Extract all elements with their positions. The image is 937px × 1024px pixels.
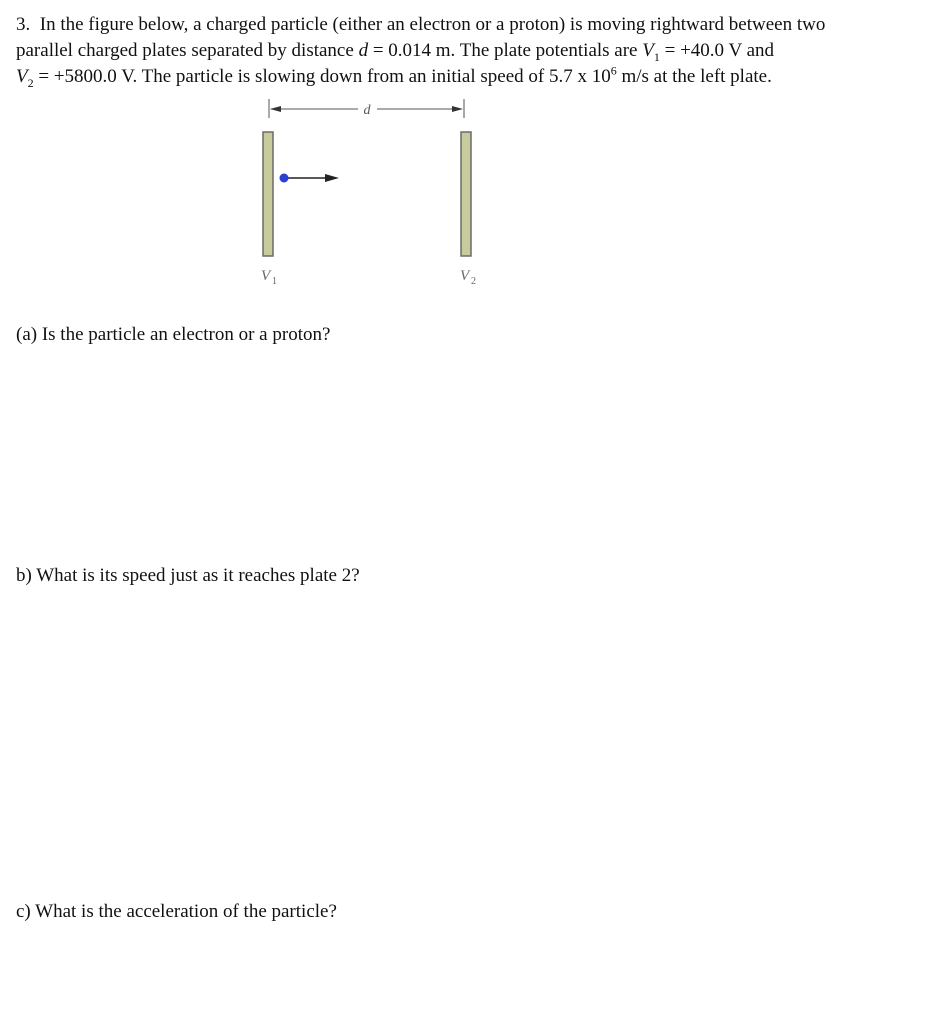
distance-dimension <box>269 99 464 118</box>
problem-line-3: $V_2 = +5800.0$ V. The particle is slowing down from an initial speed of 5.7 x $10^6$ m/s at the left plate. <box>16 63 772 90</box>
problem-line-2: parallel charged plates separated by distance d = 0.014 m. The plate potentials are $V_1 = +40.0$ V and <box>16 40 775 64</box>
problem-number: 3. <box>16 14 31 35</box>
question-b: b) What is its speed just as it reaches plate 2? <box>16 565 360 586</box>
distance-symbol: d <box>358 40 369 61</box>
problem-statement <box>16 12 921 90</box>
dimension-arrowhead-right <box>452 106 463 112</box>
plates-figure <box>250 96 490 296</box>
speed-exponent: 6 <box>610 63 617 78</box>
plate-2-subscript: 2 <box>471 276 476 287</box>
plate-1 <box>263 132 273 256</box>
plate-1-subscript: 1 <box>272 276 277 287</box>
v2-symbol: V <box>16 66 28 87</box>
distance-label: d <box>363 103 371 118</box>
question-c: c) What is the acceleration of the particle? <box>16 901 337 922</box>
velocity-arrow-icon <box>325 174 339 182</box>
particle <box>280 174 289 183</box>
plate-1-label: V <box>261 268 271 284</box>
plate-2 <box>461 132 471 256</box>
v1-symbol: V <box>642 40 654 61</box>
question-a: (a) Is the particle an electron or a proton? <box>16 324 331 345</box>
dimension-arrowhead-left <box>270 106 281 112</box>
problem-line-1: 3. In the figure below, a charged particle (either an electron or a proton) is moving rightward between two <box>16 14 826 35</box>
plate-2-label: V <box>460 268 470 284</box>
